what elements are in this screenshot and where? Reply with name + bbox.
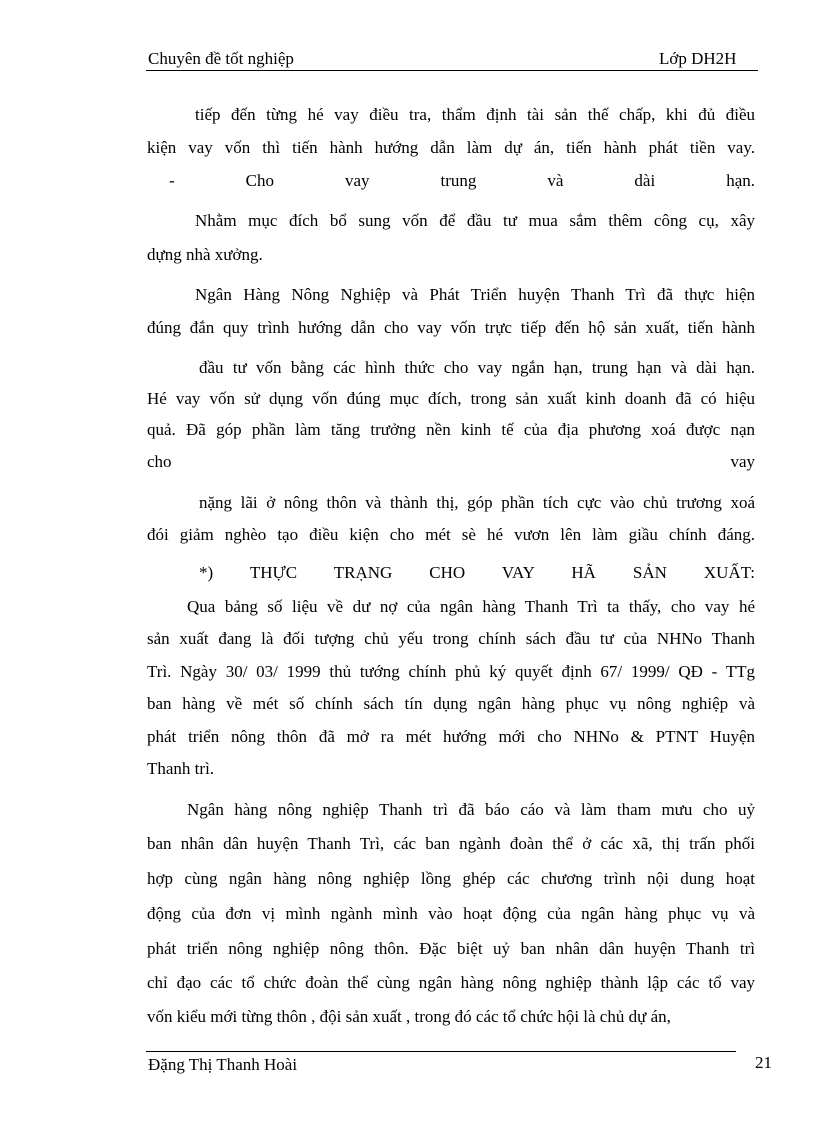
text-line: phát triển nông nghiệp nông thôn. Đặc biệt uỷ ban nhân dân huyện Thanh trì (147, 939, 755, 958)
text-line: chỉ đạo các tổ chức đoàn thể cùng ngân hàng nông nghiệp thành lập các tổ vay (147, 973, 755, 992)
text-line: phát triển nông thôn đã mở ra mét hướng mới cho NHNo & PTNT Huyện (147, 727, 755, 746)
text-line: Thanh trì. (147, 759, 215, 778)
text-line: ban nhân dân huyện Thanh Trì, các ban ngành đoàn thể ở các xã, thị trấn phối (147, 834, 755, 853)
footer-author: Đặng Thị Thanh Hoài (148, 1055, 298, 1074)
text-line: tiếp đến từng hé vay điều tra, thẩm định tài sản thế chấp, khi đủ điều (195, 105, 755, 124)
text-line: cho vay (147, 452, 755, 471)
text-line: động của đơn vị mình ngành mình vào hoạt động của ngân hàng phục vụ và (147, 904, 755, 923)
text-line: đúng đắn quy trình hướng dẫn cho vay vốn trực tiếp đến hộ sản xuất, tiến hành (147, 318, 755, 337)
text-line: Trì. Ngày 30/ 03/ 1999 thủ tướng chính phủ ký quyết định 67/ 1999/ QĐ - TTg (147, 662, 755, 681)
text-line: kiện vay vốn thì tiến hành hướng dẫn làm dự án, tiến hành phát tiền vay. (147, 138, 755, 157)
text-line: Nhằm mục đích bổ sung vốn để đầu tư mua sắm thêm công cụ, xây (195, 211, 755, 230)
header-divider (146, 70, 758, 71)
text-line: Qua bảng số liệu về dư nợ của ngân hàng Thanh Trì ta thấy, cho vay hé (187, 597, 755, 616)
text-line: quả. Đã góp phần làm tăng trưởng nền kinh tế của địa phương xoá được nạn (147, 420, 755, 439)
text-line: nặng lãi ở nông thôn và thành thị, góp phần tích cực vào chủ trương xoá (199, 493, 755, 512)
footer-divider (146, 1051, 736, 1052)
text-line: dựng nhà xưởng. (147, 245, 263, 264)
section-heading: *) THỰC TRẠNG CHO VAY HÃ SẢN XUẤT: (199, 563, 755, 582)
footer-page-number: 21 (755, 1053, 772, 1072)
text-line: - Cho vay trung và dài hạn. (169, 171, 755, 190)
text-line: vốn kiểu mới từng thôn , đội sản xuất , trong đó các tổ chức hội là chủ dự án, (147, 1007, 671, 1026)
text-line: Ngân hàng nông nghiệp Thanh trì đã báo cáo và làm tham mưu cho uỷ (187, 800, 755, 819)
text-line: ban hàng về mét số chính sách tín dụng ngân hàng phục vụ nông nghiệp và (147, 694, 755, 713)
text-line: Hé vay vốn sử dụng vốn đúng mục đích, trong sản xuất kinh doanh đã có hiệu (147, 389, 755, 408)
header-title: Chuyên đề tốt nghiệp (148, 49, 294, 68)
header-class: Lớp DH2H (659, 49, 737, 68)
text-line: đầu tư vốn bằng các hình thức cho vay ngắn hạn, trung hạn và dài hạn. (199, 358, 755, 377)
text-line: hợp cùng ngân hàng nông nghiệp lồng ghép các chương trình nội dung hoạt (147, 869, 755, 888)
text-line: sản xuất đang là đối tượng chủ yếu trong chính sách đầu tư của NHNo Thanh (147, 629, 755, 648)
text-line: đói giảm nghèo tạo điều kiện cho mét sè hé vươn lên làm giầu chính đáng. (147, 525, 755, 544)
text-line: Ngân Hàng Nông Nghiệp và Phát Triển huyện Thanh Trì đã thực hiện (195, 285, 755, 304)
